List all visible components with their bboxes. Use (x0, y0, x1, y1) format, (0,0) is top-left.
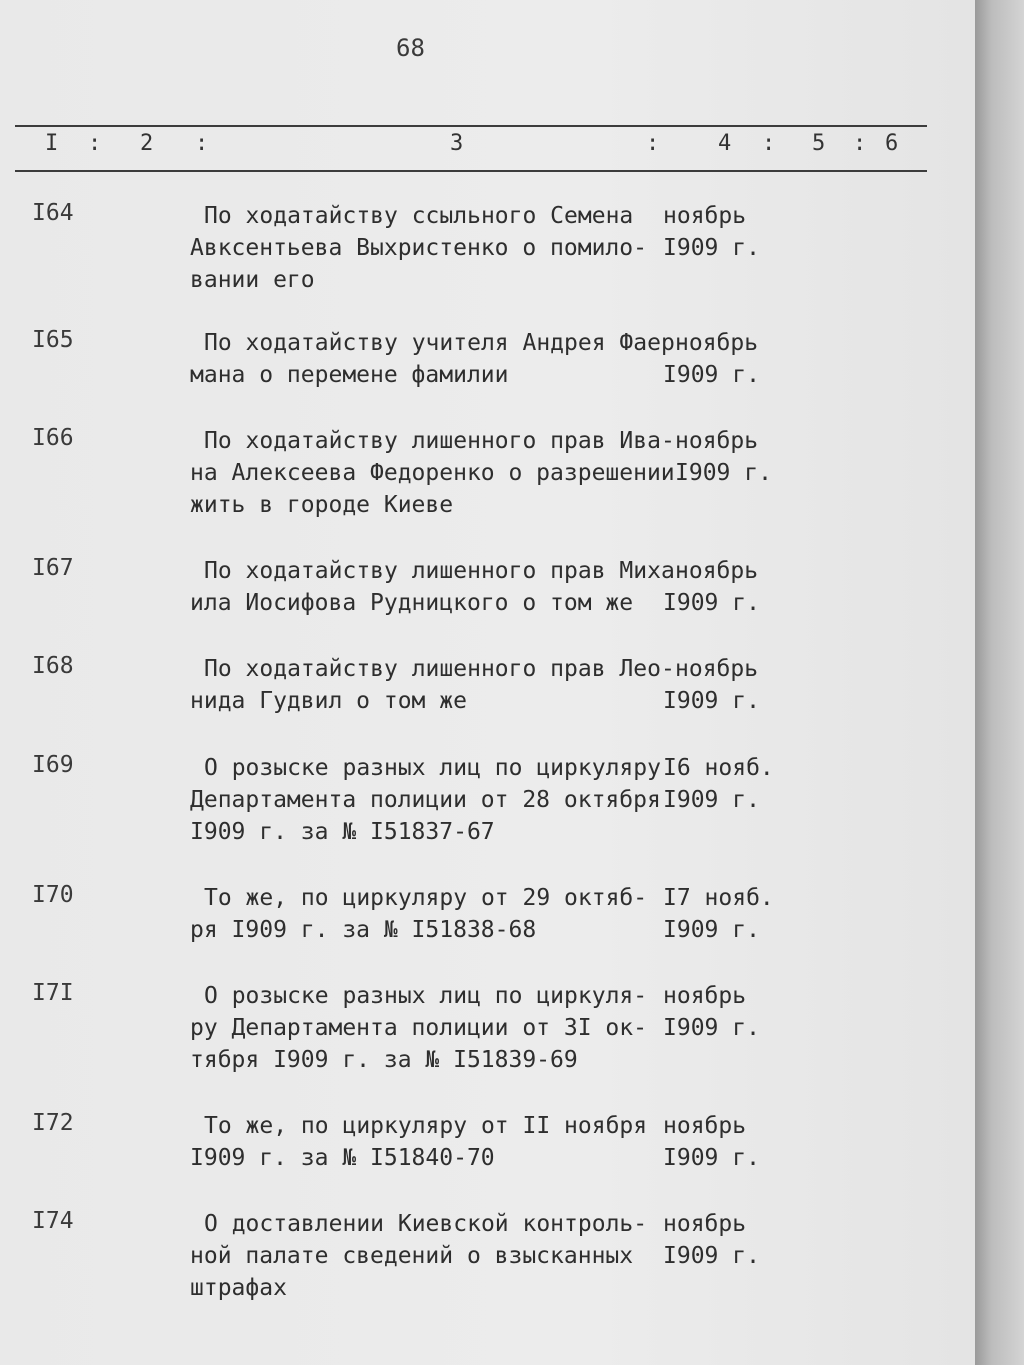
date-line: ноябрь (663, 1113, 747, 1139)
case-description (190, 555, 689, 619)
case-description (190, 653, 675, 717)
description-line: ной палате сведений о взысканных (190, 1243, 634, 1269)
case-number: I69 (32, 752, 74, 778)
case-number: I66 (32, 425, 74, 451)
date-line: I6 нояб. (663, 755, 774, 781)
date-line: ноябрь (675, 428, 759, 454)
description-line: Департамента полиции от 28 октября (190, 787, 661, 813)
column-separator: : (646, 131, 660, 156)
date-line: ноябрь (675, 558, 759, 584)
case-date (663, 200, 760, 264)
case-date (663, 327, 760, 391)
date-line: ноябрь (663, 203, 747, 229)
column-header-2: 2 (140, 131, 154, 156)
description-line: То же, по циркуляру от 29 октяб- (204, 885, 648, 911)
column-separator: : (853, 131, 867, 156)
case-date (675, 425, 772, 489)
description-line: жить в городе Киеве (190, 492, 454, 518)
description-line: ила Иосифова Рудницкого о том же (190, 590, 634, 616)
case-number: I7I (32, 980, 74, 1006)
case-description (190, 200, 670, 296)
description-line: I909 г. за № I51837-67 (190, 819, 495, 845)
case-number: I67 (32, 555, 74, 581)
description-line: О розыске разных лиц по циркуляру (204, 755, 661, 781)
case-description (190, 1110, 670, 1174)
case-date (663, 1208, 760, 1272)
date-line: ноябрь (663, 983, 747, 1009)
date-line: I909 г. (663, 1015, 760, 1041)
case-date (663, 980, 760, 1044)
date-line: ноябрь (663, 1211, 747, 1237)
case-description (190, 327, 689, 391)
date-line: ноябрь (675, 656, 759, 682)
description-line: ру Департамента полиции от 3I ок- (190, 1015, 647, 1041)
date-line: I909 г. (663, 362, 760, 388)
page-edge-shadow (975, 0, 1024, 1365)
case-date (663, 555, 760, 619)
case-date (663, 1110, 760, 1174)
column-header-6: 6 (885, 131, 899, 156)
description-line: По ходатайству ссыльного Семена (204, 203, 634, 229)
description-line: на Алексеева Федоренко о разрешении (190, 460, 675, 486)
description-line: штрафах (190, 1275, 287, 1301)
date-line: I909 г. (663, 235, 760, 261)
description-line: По ходатайству учителя Андрея Фаер- (204, 330, 689, 356)
column-header-3: 3 (450, 131, 464, 156)
description-line: О доставлении Киевской контроль- (204, 1211, 648, 1237)
description-line: То же, по циркуляру от II ноября (204, 1113, 648, 1139)
date-line: I909 г. (675, 460, 772, 486)
case-description (190, 752, 670, 848)
column-header-5: 5 (812, 131, 826, 156)
description-line: По ходатайству лишенного прав Лео- (204, 656, 675, 682)
case-date (663, 752, 774, 816)
case-number: I74 (32, 1208, 74, 1234)
case-description (190, 1208, 670, 1304)
page-number: 68 (396, 34, 425, 62)
column-separator: : (88, 131, 102, 156)
column-separator: : (195, 131, 209, 156)
case-date (663, 882, 774, 946)
case-date (663, 653, 760, 717)
header-top-rule (15, 125, 927, 127)
date-line: I909 г. (663, 1243, 760, 1269)
date-line: I909 г. (663, 1145, 760, 1171)
description-line: Авксентьева Выхристенко о помило- (190, 235, 647, 261)
column-separator: : (762, 131, 776, 156)
description-line: мана о перемене фамилии (190, 362, 509, 388)
column-header-1: I (45, 131, 59, 156)
case-number: I70 (32, 882, 74, 908)
date-line: I909 г. (663, 917, 760, 943)
case-description (190, 425, 675, 521)
case-number: I65 (32, 327, 74, 353)
description-line: I909 г. за № I51840-70 (190, 1145, 495, 1171)
date-line: ноябрь (675, 330, 759, 356)
case-number: I64 (32, 200, 74, 226)
description-line: тября I909 г. за № I51839-69 (190, 1047, 578, 1073)
description-line: вании его (190, 267, 315, 293)
description-line: По ходатайству лишенного прав Ива- (204, 428, 675, 454)
description-line: По ходатайству лишенного прав Миха- (204, 558, 689, 584)
date-line: I7 нояб. (663, 885, 774, 911)
case-number: I68 (32, 653, 74, 679)
column-header-4: 4 (718, 131, 732, 156)
description-line: ря I909 г. за № I51838-68 (190, 917, 537, 943)
description-line: нида Гудвил о том же (190, 688, 467, 714)
date-line: I909 г. (663, 787, 760, 813)
case-description (190, 980, 670, 1076)
header-bottom-rule (15, 170, 927, 172)
description-line: О розыске разных лиц по циркуля- (204, 983, 648, 1009)
case-description (190, 882, 670, 946)
date-line: I909 г. (663, 688, 760, 714)
date-line: I909 г. (663, 590, 760, 616)
case-number: I72 (32, 1110, 74, 1136)
